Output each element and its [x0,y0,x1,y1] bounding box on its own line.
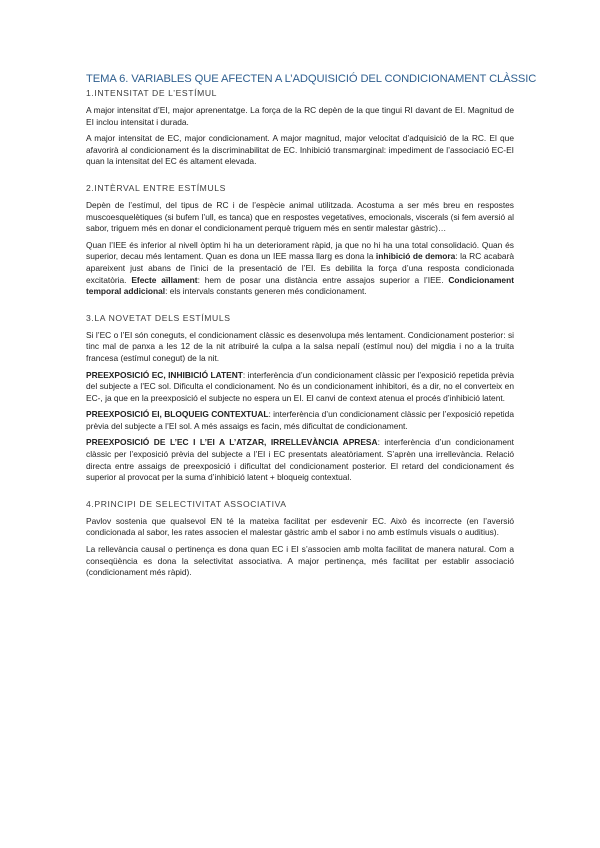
bold-term: PREEXPOSICIÓ EC, INHIBICIÓ LATENT [86,369,243,380]
bold-term: PREEXPOSICIÓ DE L’EC I L’EI A L’ATZAR, IRRELLEVÀNCIA APRESA [86,437,378,448]
section-4 [86,498,514,579]
document-content [86,72,537,593]
text-run: Quan l’IEE és inferior al nivell òptim hi ha un deteriorament ràpid, ja que no hi ha una total consolidació. Quan és superior, decau més lentament. Quan es dona un IEE massa llarg es dona la [86,239,514,262]
section-3 [86,312,514,484]
bold-term: Condicionament temporal addicional [86,274,514,297]
paragraph: Si l’EC o l’EI són coneguts, el condicionament clàssic es desenvolupa més lentament. Condicionament posterior: si tinc mal de panxa a les 12 de la nit atribuiré la culpa a la salsa nepalí (estímul nou) del migdia i no a la truita francesa (estímul conegut) de la nit. [86,329,514,363]
text-run: : interferència d’un condicionament clàssic per l’exposició prèvia del subjecte a l’EI i EC presentats aleatòriament. S’aprèn una irrellevància. Relació directa entre assaigs de preexposició i dificultat del condicionament posterior. El retard del condicionament és superior al provocat per la suma d’inhibició latent + bloqueig contextual. [86,437,515,483]
section-heading: 1.INTENSITAT DE L’ESTÍMUL [86,88,218,98]
paragraph: A major intensitat d’EI, major aprenentatge. La força de la RC depèn de la que tingui RI davant de EI. Magnitud de EI inclou intensitat i durada. [86,105,514,127]
paragraph [86,437,514,483]
section-2 [86,182,514,298]
text-run: : interferència d’un condicionament clàssic per l’exposició repetida prèvia del subjecte a l’EI sol. A més assaigs es facin, més dificultat de condicionament. [86,409,514,431]
section-heading: 4.PRINCIPI DE SELECTIVITAT ASSOCIATIVA [86,498,287,509]
section-heading: 2.INTÈRVAL ENTRE ESTÍMULS [86,182,226,193]
paragraph: Pavlov sostenia que qualsevol EN té la mateixa facilitat per esdevenir EC. Això és incorrecte (en l’aversió condicionada al sabor, les rates associen el malestar gàstric amb el sabor i no amb estímuls visuals o auditius). [86,515,514,538]
paragraph: A major intensitat de EC, major condicionament. A major magnitud, major velocitat d’adquisició de la RC. El que afavorirà al condicionament és la discriminabilitat de EC. Inhibició transmarginal: impediment de l’associació EC-EI quan la intensitat del EC és altament elevada. [86,133,514,167]
bold-term: PREEXPOSICIÓ EI, BLOQUEIG CONTEXTUAL [86,409,269,420]
text-run: : interferència d’un condicionament clàssic per l’exposició repetida prèvia del subjecte a l’EC sol. Dificulta el condicionament. No és un condicionament inhibitori, és a dir, no el converteix en EC-, ja que en la preexposició el subjecte no espera un EI. El canvi de context atenua el procés d’inhibició latent. [86,369,514,403]
text-run: : els intervals constants generen més condicionament. [165,286,367,297]
paragraph [86,240,514,298]
paragraph: Depèn de l’estímul, del tipus de RC i de l’espècie animal utilitzada. Acostuma a ser més breu en respostes muscoesquelètiques (si bufem l’ull, es tanca) que en respostes vegetatives, emocionals, viscerals (si fem aversió al sabor, triguem més en donar el condicionament perquè triguem més en sentir malestar gàstric)… [86,199,514,234]
paragraph: La rellevància causal o pertinença es dona quan EC i EI s’associen amb molta facilitat de manera natural. Com a conseqüència es dona la selectivitat associativa. A major pertinença, més facilitat per establir associació (condicionament més ràpid). [86,544,514,578]
document-title: TEMA 6. VARIABLES QUE AFECTEN A L’ADQUISICIÓ DEL CONDICIONAMENT CLÀSSIC [86,73,537,85]
section-1 [86,87,514,168]
text-run: : hem de posar una distància entre assajos superior a l’IEE. [197,274,449,285]
paragraph [86,370,514,405]
section-heading: 3.LA NOVETAT DELS ESTÍMULS [86,312,231,323]
paragraph [86,409,514,432]
bold-term: inhibició de demora [375,251,456,262]
text-run: : la RC acabarà apareixent just abans de l’inici de la presentació de l’EI. Es debilita la força d’una resposta condicionada excitatòria. [86,251,515,285]
bold-term: Efecte aïllament [131,274,198,285]
